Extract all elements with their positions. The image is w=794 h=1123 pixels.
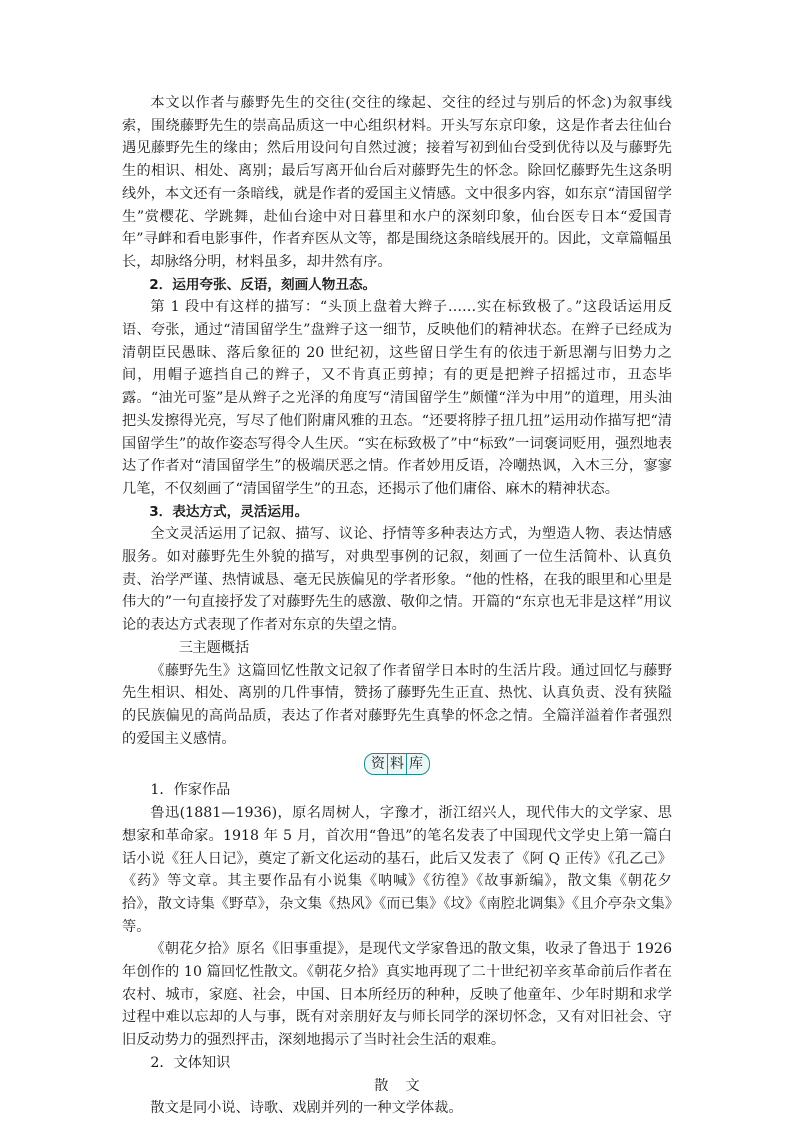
paragraph-prose-definition: 散文是同小说、诗歌、戏剧并列的一种文学体裁。 — [150, 1100, 463, 1117]
resource-library-badge — [364, 753, 430, 775]
heading-expression-modes: 3．表达方式，灵活运用。 — [149, 503, 309, 520]
paragraph-zhaohua-xishi: 《朝花夕拾》原名《旧事重提》，是现代文学家鲁迅的散文集，收录了鲁迅于 1926 年创作的 10 篇回忆性散文。《朝花夕拾》真实地再现了二十世纪初辛亥革命前后作者在农村、城市，家庭、社会，中国、日本所经历的种种，反映了他童年、少年时期和求学过程中难以忘却的人与事，既有对亲朋好友与师长同学的深切怀念，又有对旧社会、守旧反动势力的强烈抨击，深刻地揭示了当时社会生活的艰难。 — [122, 941, 672, 1049]
paragraph-structure: 本文以作者与藤野先生的交往(交往的缘起、交往的经过与别后的怀念)为叙事线索，围绕藤野先生的崇高品质这一中心组织材料。开头写东京印象，这是作者去往仙台遇见藤野先生的缘由；然后用设问句自然过渡；接着写初到仙台受到优待以及与藤野先生的相识、相处、离别；最后写离开仙台后对藤野先生的怀念。除回忆藤野先生这条明线外，本文还有一条暗线，就是作者的爱国主义情感。文中很多内容，如东京“清国留学生”赏樱花、学跳舞，赴仙台途中对日暮里和水户的深刻印象，仙台医专日本“爱国青年”寻衅和看电影事件，作者弃医从文等，都是围绕这条暗线展开的。因此，文章篇幅虽长，却脉络分明，材料虽多，却井然有序。 — [122, 95, 672, 270]
section-title: 主题概括 — [192, 639, 250, 656]
paragraph-theme-summary: 《藤野先生》这篇回忆性散文记叙了作者留学日本时的生活片段。通过回忆与藤野先生相识、相处、离别的几件事情，赞扬了藤野先生正直、热忱、认真负责、没有狭隘的民族偏见的高尚品质，表达了作者对藤野先生真挚的怀念之情。全篇洋溢着作者强烈的爱国主义感情。 — [122, 662, 672, 747]
paragraph-irony-analysis: 第 1 段中有这样的描写：“头顶上盘着大辫子……实在标致极了。”这段话运用反语、夸张，通过“清国留学生”盘辫子这一细节，反映他们的精神状态。在辫子已经成为清朝臣民愚昧、落后象征的 20 世纪初，这些留日学生有的依违于新思潮与旧势力之间，用帽子遮挡自己的辫子，又不肯真正剪掉；有的更是把辫子招摇过市，丑态毕露。“油光可鉴”是从辫子之光泽的角度写“清国留学生”颇懂“洋为中用”的道理，用头油把头发擦得光亮，写尽了他们附庸风雅的丑态。“还要将脖子扭几扭”运用动作描写把“清国留学生”的故作姿态写得令人生厌。“实在标致极了”中“标致”一词褒词贬用，强烈地表达了作者对“清国留学生”的极端厌恶之情。作者妙用反语，冷嘲热讽，入木三分，寥寥几笔，不仅刻画了“清国留学生”的丑态，还揭示了他们庸俗、麻木的精神状态。 — [122, 299, 672, 497]
document-page — [122, 92, 672, 1120]
paragraph-author-bio: 鲁迅(1881—1936)，原名周树人，字豫才，浙江绍兴人，现代伟大的文学家、思想家和革命家。1918 年 5 月，首次用“鲁迅”的笔名发表了中国现代文学史上第一篇白话小说《狂人日记》，奠定了新文化运动的基石，此后又发表了《阿 Q 正传》《孔乙己》《药》等文章。其主要作品有小说集《呐喊》《彷徨》《故事新编》，散文集《朝花夕拾》，散文诗集《野草》，杂文集《热风》《而已集》《坟》《南腔北调集》《且介亭杂文集》等。 — [122, 805, 672, 935]
heading-exaggeration-irony: 2．运用夸张、反语，刻画人物丑态。 — [149, 276, 377, 293]
badge-char: 库 — [406, 754, 425, 774]
paragraph-expression-modes: 全文灵活运用了记叙、描写、议论、抒情等多种表达方式，为塑造人物、表达情感服务。如对藤野先生外貌的描写，对典型事例的记叙，刻画了一位生活简朴、认真负责、治学严谨、热情诚恳、毫无民族偏见的学者形象。“他的性格，在我的眼里和心里是伟大的”一句直接抒发了对藤野先生的感激、敬仰之情。开篇的“东京也无非是这样”用议论的表达方式表现了作者对东京的失望之情。 — [122, 526, 672, 634]
section-number: 三 — [178, 639, 193, 656]
resource-badge-wrap — [122, 753, 672, 777]
badge-char: 资 — [371, 756, 385, 773]
badge-char: 料 — [387, 754, 406, 774]
heading-genre-knowledge: 2．文体知识 — [150, 1054, 231, 1071]
section-heading-theme — [122, 637, 672, 660]
heading-author-works: 1．作家作品 — [150, 782, 231, 799]
genre-title: 散文 — [374, 1077, 437, 1094]
